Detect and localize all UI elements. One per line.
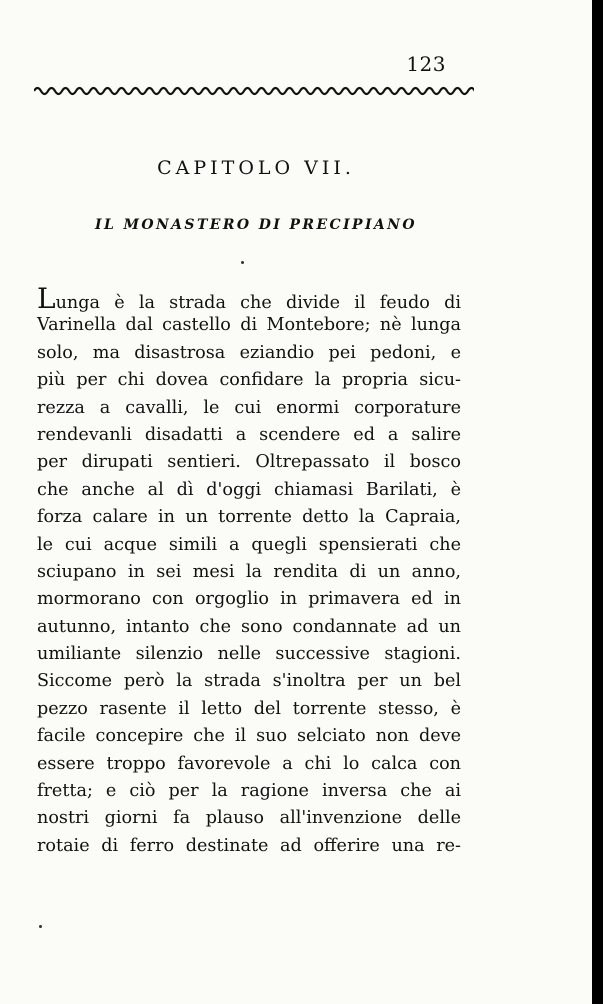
- text-line: che anche al dì d'oggi chiamasi Barilati, è: [37, 479, 461, 500]
- text-line: pezzo rasente il letto del torrente stesso, è: [37, 698, 461, 719]
- text-line: Varinella dal castello di Montebore; nè lunga: [37, 315, 461, 336]
- text-line: solo, ma disastrosa eziandio pei pedoni, e: [37, 342, 461, 363]
- text-line: le cui acque simili a quegli spensierati che: [37, 534, 461, 555]
- text-line: Siccome però la strada s'inoltra per un bel: [37, 671, 461, 692]
- chapter-title: CAPITOLO VII.: [157, 157, 355, 179]
- text-line: sciupano in sei mesi la rendita di un anno,: [37, 561, 461, 582]
- text-line: facile concepire che il suo selciato non deve: [37, 726, 461, 747]
- text-line: fretta; e ciò per la ragione inversa che ai: [37, 781, 461, 802]
- text-line: mormorano con orgoglio in primavera ed in: [37, 589, 461, 610]
- text-line: per dirupati sentieri. Oltrepassato il bosco: [37, 452, 461, 473]
- body-text: [37, 282, 461, 860]
- ink-speck: [241, 261, 244, 264]
- text-line: umiliante silenzio nelle successive stagioni.: [37, 644, 461, 665]
- text-line: essere troppo favorevole a chi lo calca con: [37, 753, 461, 774]
- ornamental-rule: [34, 84, 474, 98]
- chapter-subtitle: IL MONASTERO DI PRECIPIANO: [95, 217, 417, 233]
- text-line: Lunga è la strada che divide il feudo di: [37, 282, 461, 315]
- text-line: nostri giorni fa plauso all'invenzione delle: [37, 808, 461, 829]
- page-number: 123: [406, 52, 446, 76]
- text-line: rendevanli disadatti a scendere ed a salire: [37, 424, 461, 445]
- text-line: rezza a cavalli, le cui enormi corporature: [37, 397, 461, 418]
- text-line: rotaie di ferro destinate ad offerire una re-: [37, 835, 461, 856]
- text-line: forza calare in un torrente detto la Capraia,: [37, 507, 461, 528]
- ink-speck: [39, 925, 42, 928]
- text-line: più per chi dovea confidare la propria sicu-: [37, 370, 461, 391]
- text-line: autunno, intanto che sono condannate ad un: [37, 616, 461, 637]
